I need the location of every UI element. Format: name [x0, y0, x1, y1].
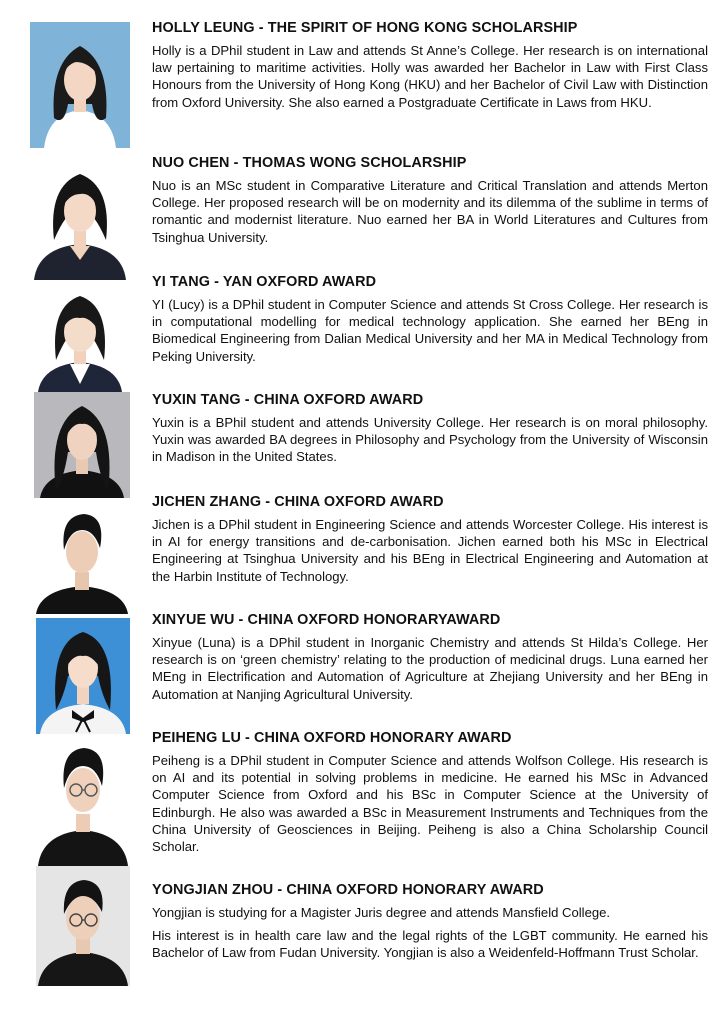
scholar-title: JICHEN ZHANG - CHINA OXFORD AWARD	[152, 494, 444, 510]
portrait-photo-yi-tang	[30, 286, 130, 392]
scholar-title: PEIHENG LU - CHINA OXFORD HONORARY AWARD	[152, 730, 512, 746]
scholar-bio: Yuxin is a BPhil student and attends University College. Her research is on moral philosophy. Yuxin was awarded BA degrees in Philosophy and Psychology from the University of Wisconsin in Madison in the United States.	[152, 415, 708, 465]
scholar-bio: Peiheng is a DPhil student in Computer Science and attends Wolfson College. His research is on AI and its potential in solving problems in medicine. He earned his MSc in Advanced Computer Science from Oxford and his BSc in Computer Science at the University of Edinburgh. He also was awarded a BSc in Measurement Instruments and Techniques from the China University of Geosciences in Beijing. Peiheng is also a China Scholarship Council Scholar.	[152, 753, 708, 855]
scholar-title: XINYUE WU - CHINA OXFORD HONORARYAWARD	[152, 612, 501, 628]
scholar-title: YI TANG - YAN OXFORD AWARD	[152, 274, 377, 290]
scholar-bio: Nuo is an MSc student in Comparative Literature and Critical Translation and attends Merton College. Her proposed research will be on modernity and its dilemma of the sublime in terms of romantic and modernist literature. Nuo earned her BA in World Literatures and Cultures from Tsinghua University.	[152, 178, 708, 245]
scholar-bio-continued: His interest is in health care law and the legal rights of the LGBT community. He earned his Bachelor of Law from Fudan University. Yongjian is also a Weidenfeld-Hoffmann Trust Scholar.	[152, 928, 708, 961]
scholar-title: YONGJIAN ZHOU - CHINA OXFORD HONORARY AWARD	[152, 882, 544, 898]
portrait-photo-peiheng-lu	[36, 738, 130, 866]
portrait-photo-yuxin-tang	[34, 392, 130, 498]
scholar-bio: Yongjian is studying for a Magister Juris degree and attends Mansfield College.	[152, 905, 611, 920]
scholar-bio: Xinyue (Luna) is a DPhil student in Inorganic Chemistry and attends St Hilda’s College. Her research is on ‘green chemistry’ relating to the production of medicinal drugs. Luna earned her MEng in Electrification and Automation of Agriculture at Zhejiang University and her BEng in Automation at Nanjing Agricultural University.	[152, 635, 708, 702]
portrait-photo-jichen-zhang	[34, 506, 130, 614]
portrait-photo-yongjian-zhou	[36, 866, 130, 986]
scholar-title: HOLLY LEUNG - THE SPIRIT OF HONG KONG SCHOLARSHIP	[152, 20, 578, 36]
scholar-bio: Jichen is a DPhil student in Engineering Science and attends Worcester College. His interest is in AI for energy transitions and de-carbonisation. Jichen earned both his MSc in Electrical Engineering at Tsinghua University and his BEng in Electrical Engineering and Automation at the Harbin Institute of Technology.	[152, 517, 708, 584]
scholar-bio: Holly is a DPhil student in Law and attends St Anne’s College. Her research is on international law pertaining to maritime activities. Holly was awarded her Bachelor in Law with First Class Honours from the University of Hong Kong (HKU) and her Bachelor of Civil Law with Distinction from Oxford University. She also earned a Postgraduate Certificate in Laws from HKU.	[152, 43, 708, 110]
scholar-title: YUXIN TANG - CHINA OXFORD AWARD	[152, 392, 424, 408]
portrait-photo-xinyue-wu	[36, 618, 130, 734]
scholar-title: NUO CHEN - THOMAS WONG SCHOLARSHIP	[152, 155, 467, 171]
portrait-photo-holly-leung	[30, 22, 130, 148]
portrait-photo-nuo-chen	[30, 156, 130, 280]
scholar-bio: YI (Lucy) is a DPhil student in Computer Science and attends St Cross College. Her research is in computational modelling for medical technology application. She earned her BEng in Biomedical Engineering from Dalian Medical University and her MA in Medical Technology from Peking University.	[152, 297, 708, 364]
